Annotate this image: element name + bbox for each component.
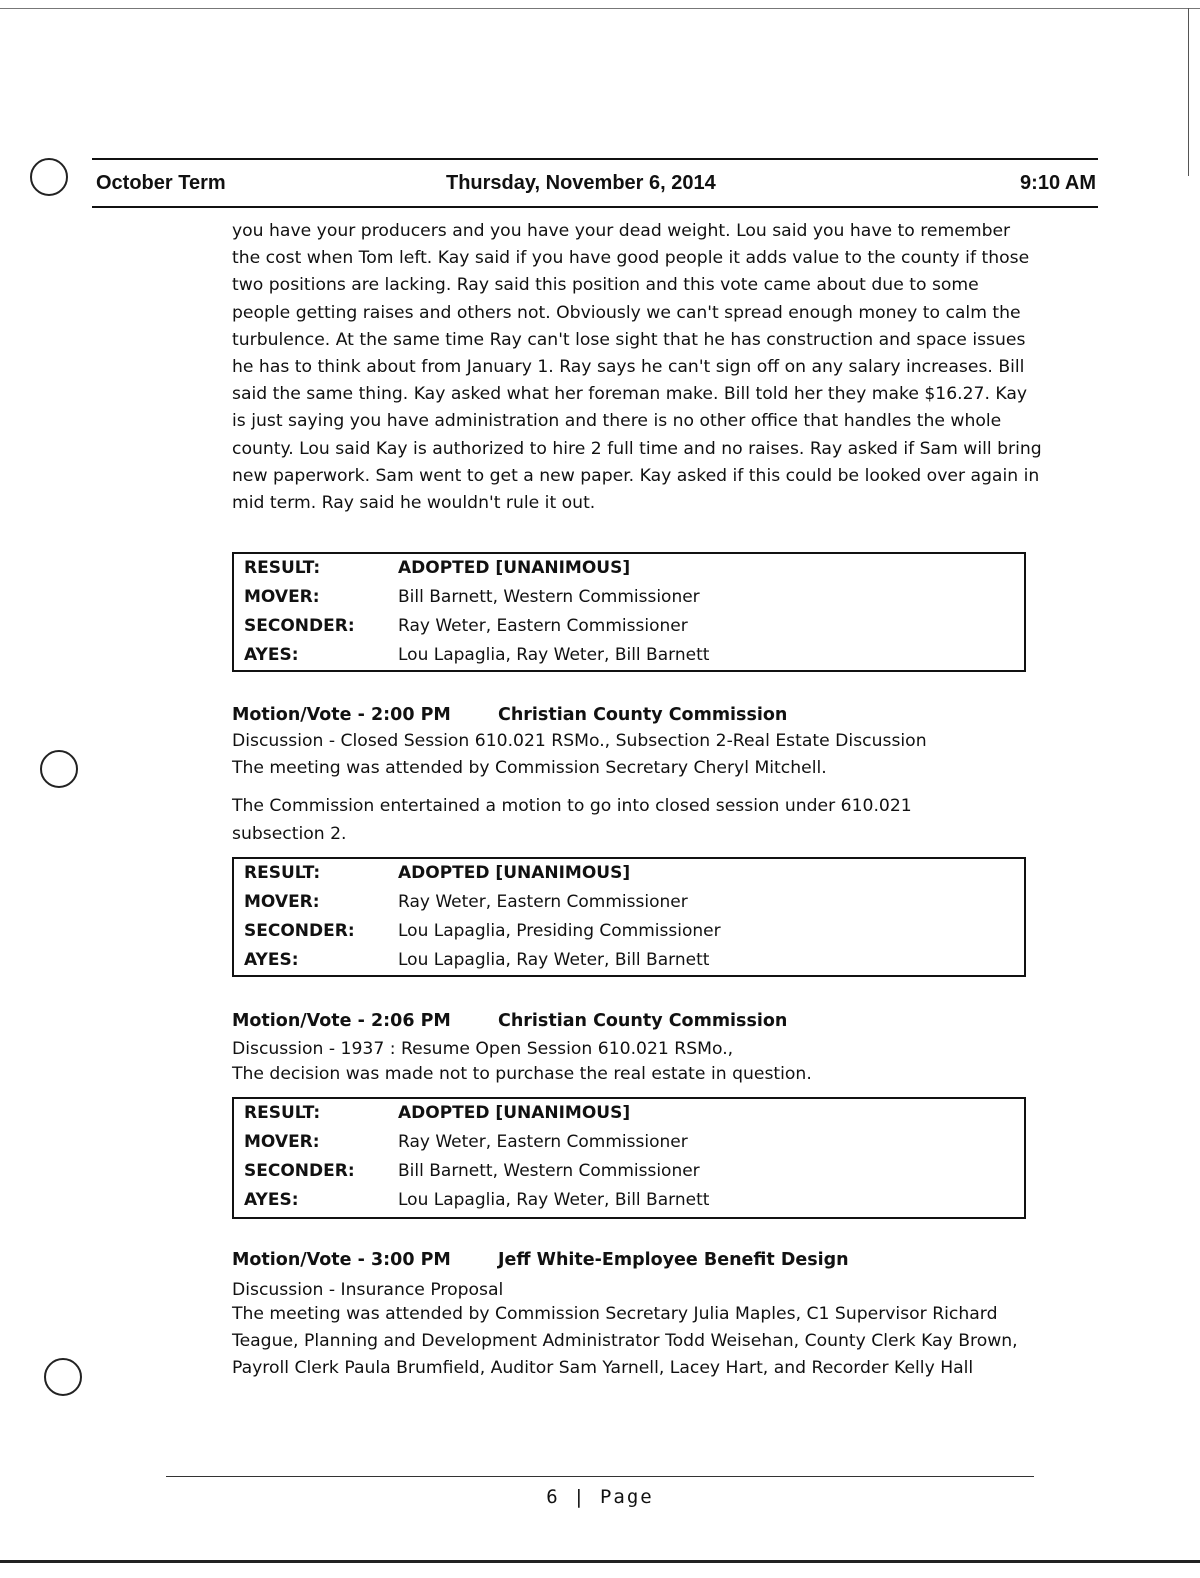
header-time: 9:10 AM (1020, 172, 1096, 194)
ayes-row (234, 946, 1024, 975)
ayes-label: AYES: (244, 950, 299, 970)
motion-attendance: The meeting was attended by Commission Secretary Cheryl Mitchell. (232, 758, 827, 778)
seconder-label: SECONDER: (244, 921, 355, 941)
header-bottom-rule (92, 206, 1098, 208)
motion-time: Motion/Vote - 2:00 PM (232, 705, 451, 725)
vote-result-box (232, 1097, 1026, 1219)
motion-time: Motion/Vote - 3:00 PM (232, 1250, 451, 1270)
result-value: ADOPTED [UNANIMOUS] (398, 863, 631, 883)
mover-value: Bill Barnett, Western Commissioner (398, 587, 700, 607)
result-label: RESULT: (244, 1103, 321, 1123)
page-number: 6 | Page (546, 1486, 654, 1508)
page-right-border (1188, 8, 1189, 176)
result-row (234, 859, 1024, 888)
punch-hole (30, 158, 68, 196)
motion-time: Motion/Vote - 2:06 PM (232, 1011, 451, 1031)
mover-label: MOVER: (244, 892, 320, 912)
header-date: Thursday, November 6, 2014 (446, 172, 716, 194)
ayes-label: AYES: (244, 1190, 299, 1210)
motion-note-line: subsection 2. (232, 824, 347, 844)
seconder-value: Ray Weter, Eastern Commissioner (398, 616, 688, 636)
seconder-label: SECONDER: (244, 616, 355, 636)
mover-label: MOVER: (244, 1132, 320, 1152)
result-value: ADOPTED [UNANIMOUS] (398, 558, 631, 578)
vote-result-box (232, 552, 1026, 672)
footer-rule (166, 1476, 1034, 1477)
ayes-row (234, 641, 1024, 670)
seconder-value: Lou Lapaglia, Presiding Commissioner (398, 921, 721, 941)
result-label: RESULT: (244, 558, 321, 578)
mover-value: Ray Weter, Eastern Commissioner (398, 1132, 688, 1152)
result-value: ADOPTED [UNANIMOUS] (398, 1103, 631, 1123)
result-row (234, 1099, 1024, 1128)
seconder-row (234, 612, 1024, 641)
punch-hole (40, 750, 78, 788)
page-header (96, 172, 1096, 198)
mover-value: Ray Weter, Eastern Commissioner (398, 892, 688, 912)
seconder-row (234, 917, 1024, 946)
ayes-label: AYES: (244, 645, 299, 665)
ayes-row (234, 1186, 1024, 1215)
motion-note-line: The Commission entertained a motion to go into closed session under 610.021 (232, 796, 912, 816)
seconder-row (234, 1157, 1024, 1186)
motion-discussion: Discussion - Closed Session 610.021 RSMo., Subsection 2-Real Estate Discussion (232, 731, 927, 751)
motion-discussion: Discussion - Insurance Proposal (232, 1280, 504, 1300)
punch-hole (44, 1358, 82, 1396)
result-row (234, 554, 1024, 583)
motion-attendance: The meeting was attended by Commission Secretary Julia Maples, C1 Supervisor Richard Teague, Planning and Development Administrator Todd Weisehan, County Clerk Kay Brown, Payroll Clerk Paula Brumfield, Auditor Sam Yarnell, Lacey Hart, and Recorder Kelly Hall (232, 1304, 1018, 1379)
motion-discussion: Discussion - 1937 : Resume Open Session 610.021 RSMo., (232, 1039, 734, 1059)
ayes-value: Lou Lapaglia, Ray Weter, Bill Barnett (398, 950, 710, 970)
mover-row (234, 1128, 1024, 1157)
motion-decision: The decision was made not to purchase the real estate in question. (232, 1064, 812, 1084)
mover-row (234, 583, 1024, 612)
mover-label: MOVER: (244, 587, 320, 607)
motion-title: Christian County Commission (498, 705, 788, 725)
motion-title: Christian County Commission (498, 1011, 788, 1031)
motion-title: Jeff White-Employee Benefit Design (498, 1250, 849, 1270)
header-top-rule (92, 158, 1098, 160)
result-label: RESULT: (244, 863, 321, 883)
page-top-border (0, 8, 1200, 9)
intro-paragraph: you have your producers and you have your dead weight. Lou said you have to remember the cost when Tom left. Kay said if you have good people it adds value to the county if those two positions are lacking. Ray said this position and this vote came about due to some people getting raises and others not. Obviously we can't spread enough money to calm the turbulence. At the same time Ray can't lose sight that he has construction and space issues he has to think about from January 1. Ray says he can't sign off on any salary increases. Bill said the same thing. Kay asked what her foreman make. Bill told her they make $16.27. Kay is just saying you have administration and there is no other office that handles the whole county. Lou said Kay is authorized to hire 2 full time and no raises. Ray asked if Sam will bring new paperwork. Sam went to get a new paper. Kay asked if this could be looked over again in mid term. Ray said he wouldn't rule it out. (232, 221, 1042, 514)
seconder-value: Bill Barnett, Western Commissioner (398, 1161, 700, 1181)
mover-row (234, 888, 1024, 917)
seconder-label: SECONDER: (244, 1161, 355, 1181)
ayes-value: Lou Lapaglia, Ray Weter, Bill Barnett (398, 1190, 710, 1210)
page-bottom-border (0, 1560, 1200, 1563)
header-term: October Term (96, 172, 226, 194)
ayes-value: Lou Lapaglia, Ray Weter, Bill Barnett (398, 645, 710, 665)
vote-result-box (232, 857, 1026, 977)
